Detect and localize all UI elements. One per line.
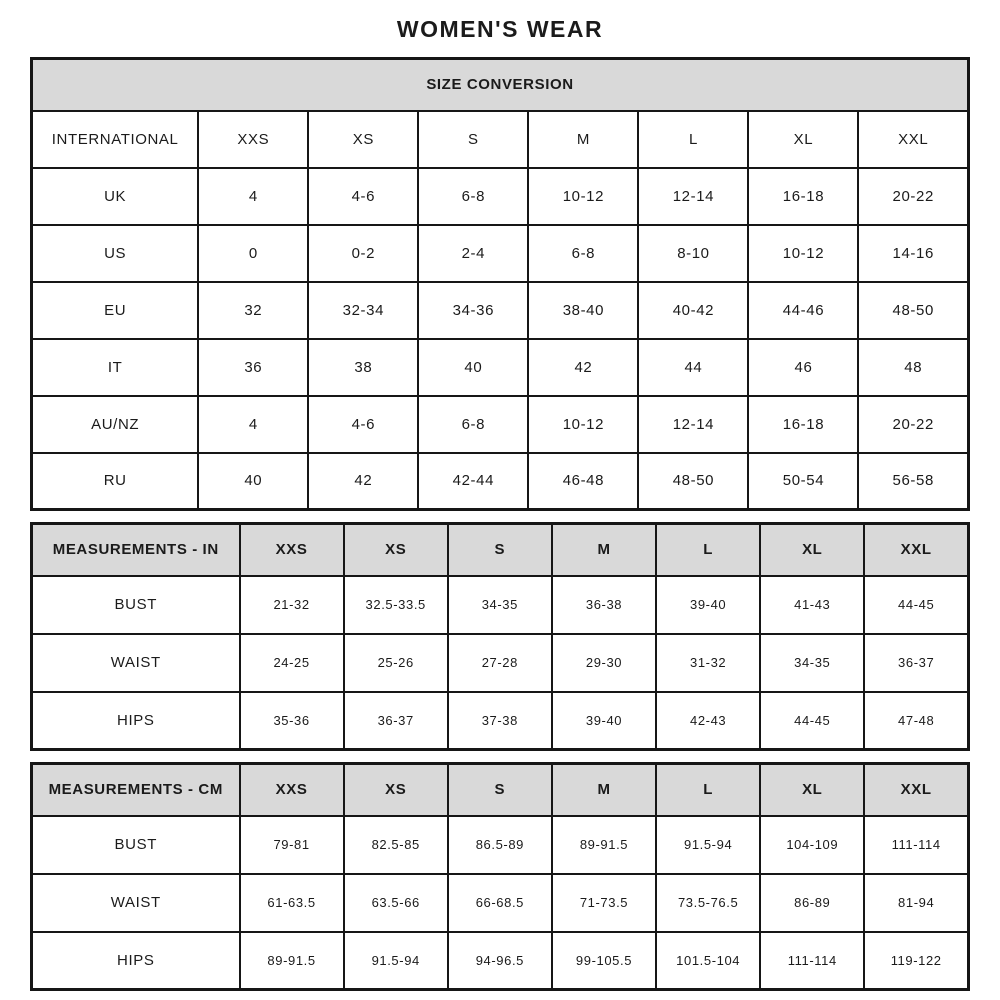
size-conversion-cell: 46-48 (528, 453, 638, 510)
size-conversion-size-header-xxl: XXL (858, 111, 968, 168)
measurements-cm-cell: 91.5-94 (656, 816, 760, 874)
size-conversion-cell: 42 (528, 339, 638, 396)
size-conversion-cell: 14-16 (858, 225, 968, 282)
measurements-in-row-label: HIPS (32, 692, 240, 750)
size-conversion-row-label: AU/NZ (32, 396, 199, 453)
size-conversion-header-row (32, 111, 969, 168)
measurements-cm-cell: 73.5-76.5 (656, 874, 760, 932)
size-conversion-cell: 48-50 (858, 282, 968, 339)
measurements-cm-cell: 82.5-85 (344, 816, 448, 874)
size-conversion-cell: 38 (308, 339, 418, 396)
size-conversion-cell: 0 (198, 225, 308, 282)
size-conversion-cell: 10-12 (748, 225, 858, 282)
size-conversion-cell: 12-14 (638, 396, 748, 453)
measurements-in-row-bust (32, 576, 969, 634)
measurements-cm-cell: 104-109 (760, 816, 864, 874)
measurements-cm-size-header-xl: XL (760, 764, 864, 816)
measurements-in-cell: 27-28 (448, 634, 552, 692)
measurements-cm-cell: 86.5-89 (448, 816, 552, 874)
size-conversion-cell: 44-46 (748, 282, 858, 339)
measurements-cm-cell: 86-89 (760, 874, 864, 932)
measurements-in-cell: 25-26 (344, 634, 448, 692)
size-conversion-row-label: UK (32, 168, 199, 225)
size-conversion-row-eu (32, 282, 969, 339)
measurements-in-cell: 39-40 (656, 576, 760, 634)
measurements-in-size-header-xl: XL (760, 524, 864, 576)
measurements-in-cell: 35-36 (240, 692, 344, 750)
measurements-in-size-header-xxs: XXS (240, 524, 344, 576)
measurements-in-cell: 31-32 (656, 634, 760, 692)
size-conversion-cell: 2-4 (418, 225, 528, 282)
measurements-in-size-header-xs: XS (344, 524, 448, 576)
size-conversion-row-label: IT (32, 339, 199, 396)
measurements-in-cell: 44-45 (760, 692, 864, 750)
measurements-cm-row-bust (32, 816, 969, 874)
measurements-in-cell: 41-43 (760, 576, 864, 634)
measurements-in-row-hips (32, 692, 969, 750)
measurements-cm-size-header-xxs: XXS (240, 764, 344, 816)
size-conversion-cell: 34-36 (418, 282, 528, 339)
measurements-cm-size-header-xxl: XXL (864, 764, 968, 816)
size-conversion-cell: 32 (198, 282, 308, 339)
size-conversion-cell: 16-18 (748, 168, 858, 225)
size-conversion-size-header-l: L (638, 111, 748, 168)
size-conversion-cell: 16-18 (748, 396, 858, 453)
size-conversion-cell: 38-40 (528, 282, 638, 339)
measurements-in-cell: 36-37 (344, 692, 448, 750)
size-conversion-row-label: RU (32, 453, 199, 510)
size-conversion-row-label: US (32, 225, 199, 282)
size-conversion-cell: 8-10 (638, 225, 748, 282)
measurements-cm-cell: 71-73.5 (552, 874, 656, 932)
measurements-in-cell: 47-48 (864, 692, 968, 750)
measurements-cm-cell: 91.5-94 (344, 932, 448, 990)
size-conversion-banner-row (32, 59, 969, 111)
measurements-cm-row-label: WAIST (32, 874, 240, 932)
measurements-cm-cell: 89-91.5 (240, 932, 344, 990)
size-conversion-banner: SIZE CONVERSION (32, 59, 969, 111)
measurements-in-row-label: WAIST (32, 634, 240, 692)
size-conversion-row-label: EU (32, 282, 199, 339)
size-conversion-cell: 6-8 (418, 168, 528, 225)
measurements-cm-cell: 81-94 (864, 874, 968, 932)
measurements-in-size-header-m: M (552, 524, 656, 576)
measurements-in-cell: 36-38 (552, 576, 656, 634)
measurements-cm-size-header-l: L (656, 764, 760, 816)
size-conversion-corner-label: INTERNATIONAL (32, 111, 199, 168)
size-conversion-cell: 4-6 (308, 168, 418, 225)
measurements-in-cell: 21-32 (240, 576, 344, 634)
measurements-cm-header-row (32, 764, 969, 816)
measurements-cm-size-header-s: S (448, 764, 552, 816)
size-conversion-cell: 10-12 (528, 168, 638, 225)
page-title: WOMEN'S WEAR (396, 16, 604, 42)
measurements-in-cell: 24-25 (240, 634, 344, 692)
size-conversion-cell: 48-50 (638, 453, 748, 510)
measurements-cm-cell: 101.5-104 (656, 932, 760, 990)
size-conversion-row-us (32, 225, 969, 282)
measurements-cm-size-header-xs: XS (344, 764, 448, 816)
measurements-in-cell: 39-40 (552, 692, 656, 750)
measurements-in-size-header-xxl: XXL (864, 524, 968, 576)
size-conversion-cell: 40 (418, 339, 528, 396)
size-conversion-cell: 6-8 (528, 225, 638, 282)
size-conversion-cell: 50-54 (748, 453, 858, 510)
size-conversion-cell: 4-6 (308, 396, 418, 453)
measurements-cm-row-label: HIPS (32, 932, 240, 990)
measurements-cm-size-header-m: M (552, 764, 656, 816)
measurements-cm-cell: 111-114 (760, 932, 864, 990)
measurements-in-cell: 29-30 (552, 634, 656, 692)
size-conversion-cell: 4 (198, 396, 308, 453)
size-conversion-row-it (32, 339, 969, 396)
measurements-in-size-header-l: L (656, 524, 760, 576)
measurements-in-cell: 34-35 (760, 634, 864, 692)
size-conversion-cell: 6-8 (418, 396, 528, 453)
measurements-in-cell: 42-43 (656, 692, 760, 750)
measurements-cm-corner-label: MEASUREMENTS - CM (32, 764, 240, 816)
measurements-cm-cell: 89-91.5 (552, 816, 656, 874)
size-conversion-cell: 48 (858, 339, 968, 396)
measurements-cm-cell: 61-63.5 (240, 874, 344, 932)
size-conversion-size-header-xxs: XXS (198, 111, 308, 168)
measurements-in-row-waist (32, 634, 969, 692)
size-conversion-cell: 40 (198, 453, 308, 510)
measurements-in-cell: 37-38 (448, 692, 552, 750)
size-conversion-cell: 36 (198, 339, 308, 396)
measurements-in-table (30, 522, 970, 751)
size-conversion-row-ru (32, 453, 969, 510)
size-conversion-cell: 4 (198, 168, 308, 225)
measurements-in-corner-label: MEASUREMENTS - IN (32, 524, 240, 576)
size-conversion-cell: 56-58 (858, 453, 968, 510)
size-conversion-cell: 20-22 (858, 168, 968, 225)
size-conversion-cell: 20-22 (858, 396, 968, 453)
size-conversion-cell: 12-14 (638, 168, 748, 225)
measurements-cm-cell: 94-96.5 (448, 932, 552, 990)
measurements-cm-cell: 111-114 (864, 816, 968, 874)
measurements-cm-cell: 99-105.5 (552, 932, 656, 990)
measurements-cm-row-label: BUST (32, 816, 240, 874)
size-conversion-cell: 42 (308, 453, 418, 510)
measurements-in-cell: 34-35 (448, 576, 552, 634)
size-conversion-size-header-m: M (528, 111, 638, 168)
measurements-cm-cell: 63.5-66 (344, 874, 448, 932)
measurements-in-cell: 44-45 (864, 576, 968, 634)
size-conversion-cell: 44 (638, 339, 748, 396)
measurements-in-row-label: BUST (32, 576, 240, 634)
measurements-cm-cell: 79-81 (240, 816, 344, 874)
measurements-cm-row-hips (32, 932, 969, 990)
measurements-cm-row-waist (32, 874, 969, 932)
measurements-cm-cell: 119-122 (864, 932, 968, 990)
measurements-cm-table (30, 762, 970, 991)
size-conversion-size-header-s: S (418, 111, 528, 168)
measurements-in-size-header-s: S (448, 524, 552, 576)
size-conversion-cell: 0-2 (308, 225, 418, 282)
size-conversion-table (30, 57, 970, 511)
measurements-in-cell: 32.5-33.5 (344, 576, 448, 634)
measurements-cm-cell: 66-68.5 (448, 874, 552, 932)
size-conversion-row-uk (32, 168, 969, 225)
size-conversion-size-header-xl: XL (748, 111, 858, 168)
size-conversion-row-au-nz (32, 396, 969, 453)
size-conversion-cell: 32-34 (308, 282, 418, 339)
size-conversion-cell: 10-12 (528, 396, 638, 453)
size-conversion-cell: 46 (748, 339, 858, 396)
size-conversion-size-header-xs: XS (308, 111, 418, 168)
size-conversion-cell: 42-44 (418, 453, 528, 510)
measurements-in-header-row (32, 524, 969, 576)
measurements-in-cell: 36-37 (864, 634, 968, 692)
size-conversion-cell: 40-42 (638, 282, 748, 339)
